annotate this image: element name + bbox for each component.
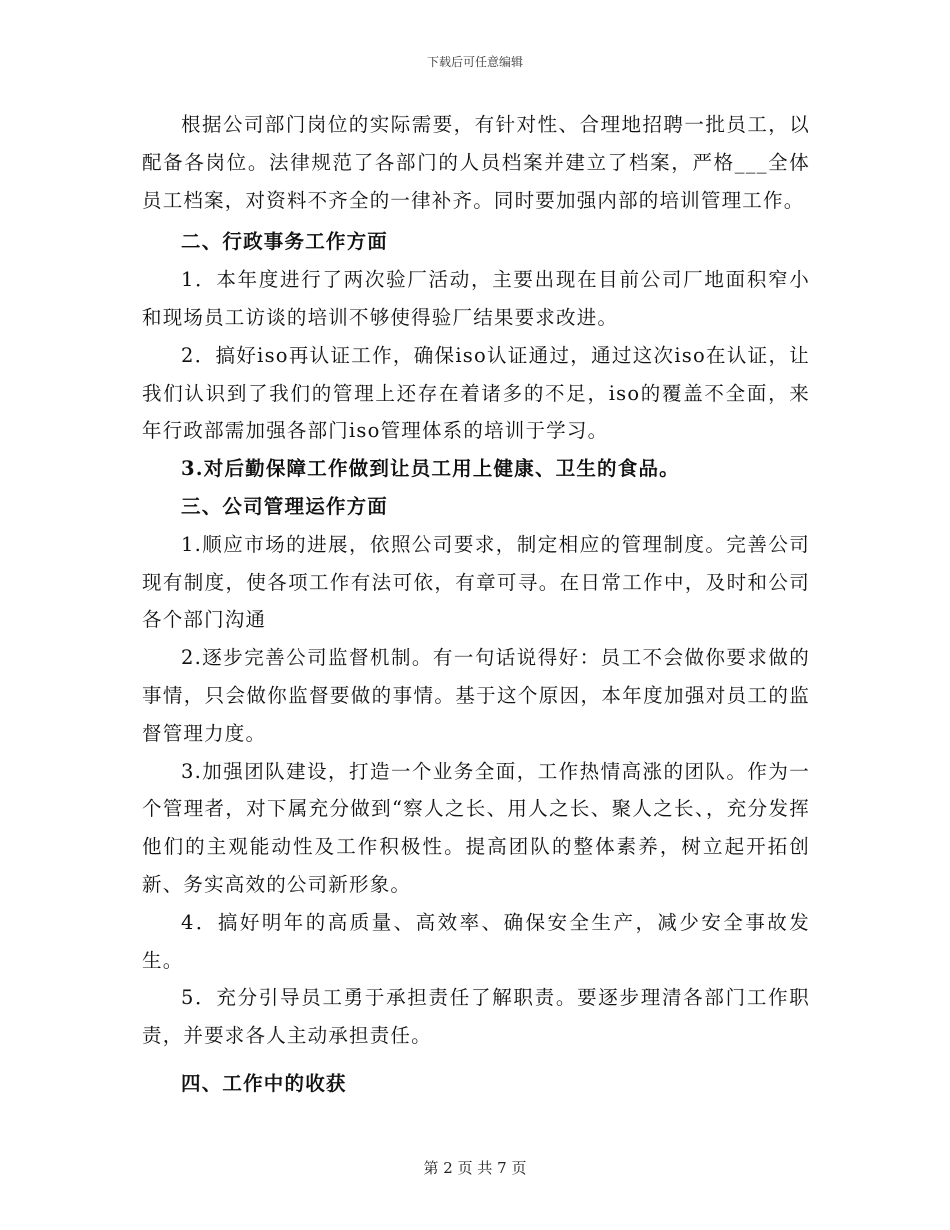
section-heading-administration: 二、行政事务工作方面 [181, 230, 389, 254]
document-body [142, 106, 810, 1103]
section-heading-gains: 四、工作中的收获 [181, 1071, 347, 1095]
paragraph-factory-audit: 1．本年度进行了两次验厂活动，主要出现在目前公司厂地面积窄小和现场员工访谈的培训不够使得验厂结果要求改进。 [142, 268, 810, 329]
page-header: 下载后可任意编辑 [426, 55, 523, 69]
paragraph-iso: 2．搞好iso再认证工作，确保iso认证通过，通过这次iso在认证，让我们认识到了我们的管理上还存在着诸多的不足，iso的覆盖不全面，来年行政部需加强各部门iso管理体系的培训于学习。 [142, 343, 810, 443]
paragraph-logistics: 3.对后勤保障工作做到让员工用上健康、卫生的食品。 [181, 457, 680, 481]
paragraph-supervision: 2.逐步完善公司监督机制。有一句话说得好：员工不会做你要求做的事情，只会做你监督要做的事情。基于这个原因，本年度加强对员工的监督管理力度。 [142, 646, 810, 745]
section-heading-management: 三、公司管理运作方面 [181, 494, 389, 518]
paragraph-safety: 4．搞好明年的高质量、高效率、确保安全生产，减少安全事故发生。 [142, 910, 810, 972]
paragraph-management-system: 1.顺应市场的进展，依照公司要求，制定相应的管理制度。完善公司现有制度，使各项工作有法可依，有章可寻。在日常工作中，及时和公司各个部门沟通 [142, 532, 810, 632]
paragraph-responsibility: 5．充分引导员工勇于承担责任了解职责。要逐步理清各部门工作职责，并要求各人主动承担责任。 [142, 986, 810, 1048]
paragraph-team-building: 3.加强团队建设，打造一个业务全面，工作热情高涨的团队。作为一个管理者，对下属充分做到“察人之长、用人之长、聚人之长、，充分发挥他们的主观能动性及工作积极性。提高团队的整体素养，树立起开拓创新、务实高效的公司新形象。 [142, 759, 810, 896]
paragraph-recruitment: 根据公司部门岗位的实际需要，有针对性、合理地招聘一批员工，以配备各岗位。法律规范了各部门的人员档案并建立了档案，严格___全体员工档案，对资料不齐全的一律补齐。同时要加强内部的培训管理工作。 [142, 113, 810, 212]
page-number: 第 2 页 共 7 页 [423, 1159, 527, 1177]
